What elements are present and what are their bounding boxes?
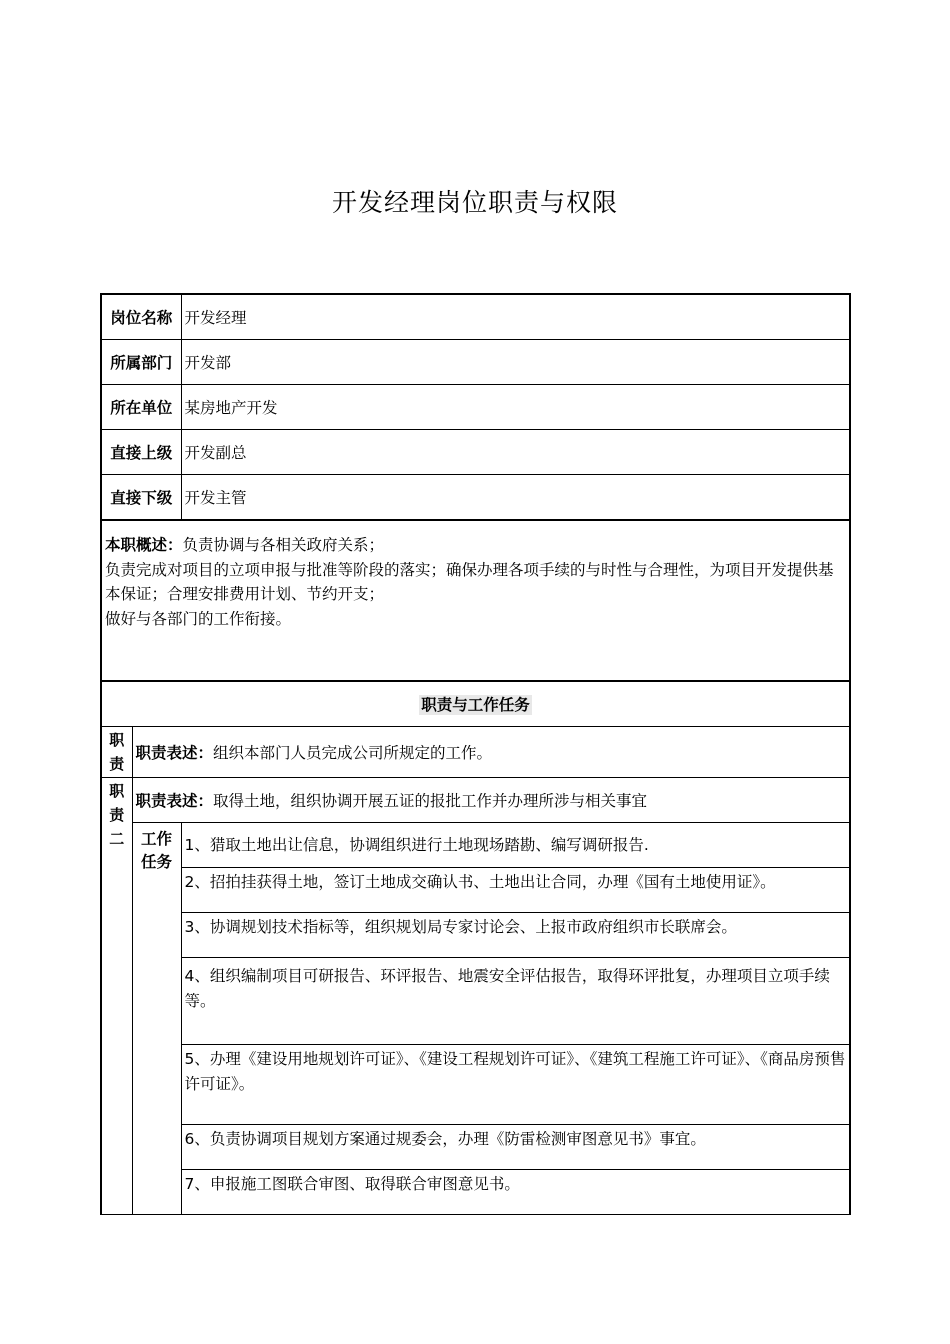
job-summary [101, 520, 850, 681]
summary-line-1: 负责协调与各相关政府关系； [182, 536, 385, 554]
duty-2-label [101, 778, 132, 1215]
task-1: 1、猎取土地出让信息，协调组织进行土地现场踏勘、编写调研报告. [181, 823, 850, 868]
task-2: 2、招拍挂获得土地，签订土地成交确认书、土地出让合同，办理《国有土地使用证》。 [181, 868, 850, 913]
superior-value: 开发副总 [181, 430, 850, 475]
row-duty-2 [101, 778, 850, 823]
duty-2-desc-label: 职责表述： [135, 792, 214, 810]
position-name-label: 岗位名称 [101, 294, 181, 340]
row-position-name [101, 294, 850, 340]
row-department [101, 340, 850, 385]
row-subordinate [101, 475, 850, 521]
task-7: 7、申报施工图联合审图、取得联合审图意见书。 [181, 1170, 850, 1215]
department-value: 开发部 [181, 340, 850, 385]
work-task-label-text: 工作 任务 [141, 830, 173, 871]
unit-value: 某房地产开发 [181, 385, 850, 430]
row-duty-1 [101, 727, 850, 778]
row-task-3 [101, 913, 850, 958]
duty-1-desc-text: 组织本部门人员完成公司所规定的工作。 [213, 744, 493, 762]
duty-2-desc-text: 取得土地，组织协调开展五证的报批工作并办理所涉与相关事宜 [213, 792, 648, 810]
work-task-label [132, 823, 181, 1215]
duty-1-desc-label: 职责表述： [135, 744, 214, 762]
duty-1-description [132, 727, 850, 778]
duty-2-label-text: 职 责 二 [109, 782, 125, 848]
duty-1-label [101, 727, 132, 778]
task-3: 3、协调规划技术指标等，组织规划局专家讨论会、上报市政府组织市长联席会。 [181, 913, 850, 958]
row-task-7 [101, 1170, 850, 1215]
unit-label: 所在单位 [101, 385, 181, 430]
row-task-4 [101, 958, 850, 1045]
summary-line-3: 做好与各部门的工作衔接。 [105, 609, 292, 628]
row-task-5 [101, 1045, 850, 1125]
summary-label: 本职概述： [105, 536, 183, 554]
row-task-2 [101, 868, 850, 913]
summary-line-2: 负责完成对项目的立项申报与批准等阶段的落实；确保办理各项手续的与时性与合理性，为项目开发提供基本保证；合理安排费用计划、节约开支； [105, 560, 834, 603]
superior-label: 直接上级 [101, 430, 181, 475]
row-task-1 [101, 823, 850, 868]
row-task-6 [101, 1125, 850, 1170]
subordinate-value: 开发主管 [181, 475, 850, 521]
page-title: 开发经理岗位职责与权限 [331, 188, 618, 217]
subordinate-label: 直接下级 [101, 475, 181, 521]
row-summary [101, 520, 850, 681]
position-name-value: 开发经理 [181, 294, 850, 340]
task-4: 4、组织编制项目可研报告、环评报告、地震安全评估报告，取得环评批复，办理项目立项手续等。 [181, 958, 850, 1045]
section-header-text: 职责与工作任务 [421, 696, 530, 714]
department-label: 所属部门 [101, 340, 181, 385]
job-responsibility-table [100, 293, 851, 1215]
duty-1-label-text: 职 责 [109, 731, 125, 773]
row-superior [101, 430, 850, 475]
duty-2-description [132, 778, 850, 823]
row-unit [101, 385, 850, 430]
task-6: 6、负责协调项目规划方案通过规委会，办理《防雷检测审图意见书》事宜。 [181, 1125, 850, 1170]
row-section-header [101, 681, 850, 727]
section-header [101, 681, 850, 727]
task-5: 5、办理《建设用地规划许可证》、《建设工程规划许可证》、《建筑工程施工许可证》、《商品房预售许可证》。 [181, 1045, 850, 1125]
